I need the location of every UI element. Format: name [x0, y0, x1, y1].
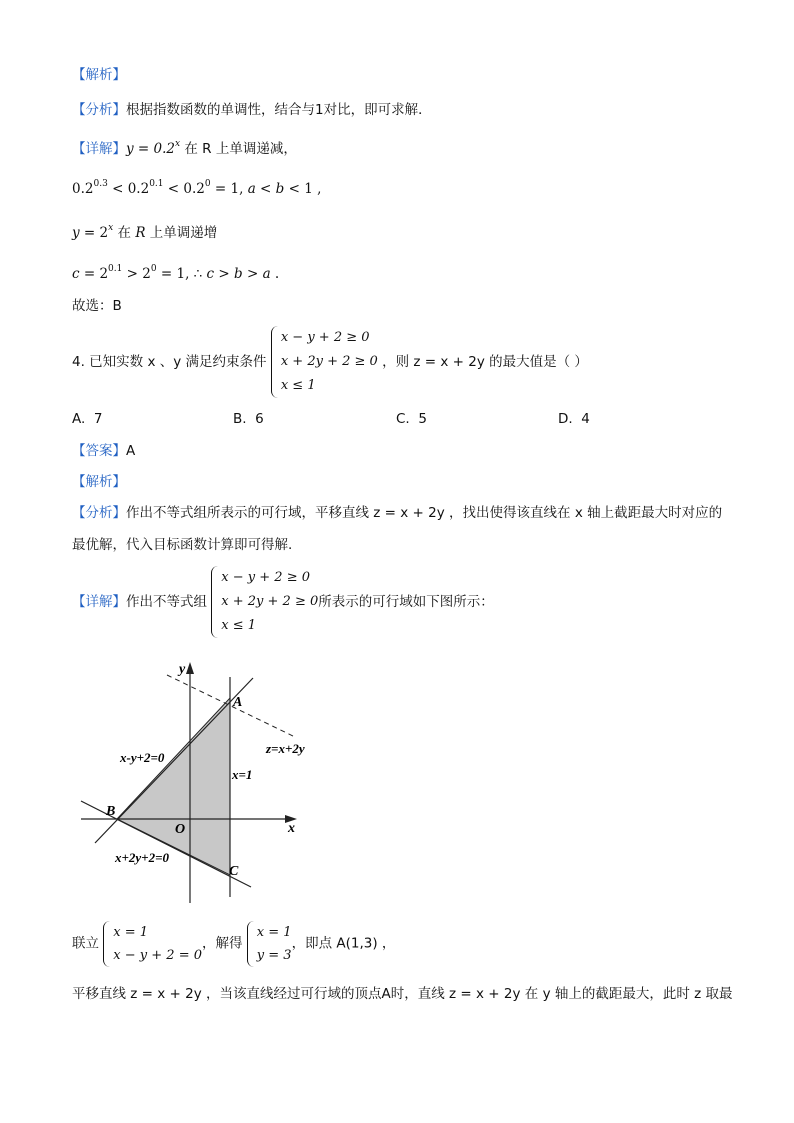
jiede-eq-2: y = 3: [256, 948, 292, 963]
brace: [271, 326, 280, 398]
label-c: C: [229, 864, 239, 879]
option-b: B. 6: [233, 411, 264, 427]
label-b: B: [106, 804, 116, 819]
point-a-text: ，即点 A(1,3) ，: [291, 935, 396, 952]
xiangjie-line-2: [72, 566, 494, 638]
lianli-eq-2: x − y + 2 = 0: [113, 948, 202, 963]
formula-exp: x: [175, 139, 181, 149]
label-line2: x+2y+2=0: [115, 850, 169, 865]
fenxi-text: 根据指数函数的单调性，结合与1对比，即可求解．: [126, 102, 432, 118]
constraint-2: x + 2y + 2 ≥ 0: [280, 354, 378, 369]
feasible-region-figure: [75, 655, 315, 905]
lianli-line: [72, 921, 395, 967]
option-a: A. 7: [72, 411, 103, 427]
fenxi-line-1: [72, 100, 432, 120]
fenxi-tag-2: 【分析】: [72, 505, 126, 521]
brace: [211, 566, 220, 638]
label-a: A: [233, 695, 243, 710]
xiangjie-line-1: [72, 134, 297, 159]
label-x: x: [288, 821, 295, 836]
answer-tag: 【答案】: [72, 443, 126, 459]
constraint-3: x ≤ 1: [280, 378, 316, 393]
objective-line: [167, 675, 295, 737]
lianli-pre: 联立: [72, 935, 99, 952]
fenxi-line-3: 最优解，代入目标函数计算即可得解.: [72, 537, 293, 553]
xiangjie-tag: 【详解】: [72, 141, 126, 157]
jiede-text: ，解得: [202, 935, 243, 952]
fenxi-tag: 【分析】: [72, 102, 126, 118]
label-y: y: [179, 662, 186, 677]
q4-stem: [72, 326, 588, 398]
xiangjie-pre: 作出不等式组: [126, 594, 207, 610]
label-line1: x-y+2=0: [120, 750, 165, 765]
xiangjie-post: 所表示的可行域如下图所示：: [318, 594, 494, 610]
q4-constraint-system: [271, 326, 378, 398]
constraint-1: x − y + 2 ≥ 0: [280, 330, 370, 345]
option-c: C. 5: [396, 411, 427, 427]
option-d: D. 4: [558, 411, 590, 427]
y-2x-line: $y = 2^x$ 在 R 上单调递增: [72, 223, 218, 241]
xiangjie-system: [211, 566, 318, 638]
q4-ask: ，则 z = x + 2y 的最大值是（ ）: [382, 354, 588, 370]
q4-intro: 4. 已知实数 x 、y 满足约束条件: [72, 354, 267, 370]
xiangjie-tag-2: 【详解】: [72, 594, 126, 610]
constraint-2b: x + 2y + 2 ≥ 0: [221, 594, 319, 609]
last-line: 平移直线 z = x + 2y ，当该直线经过可行域的顶点A时，直线 z = x + 2y 在 y 轴上的截距最大，此时 z 取最: [72, 986, 733, 1002]
constraint-1b: x − y + 2 ≥ 0: [221, 570, 310, 585]
jiexi-heading-2: 【解析】: [72, 474, 126, 490]
label-objective: z=x+2y: [266, 741, 305, 756]
answer-value: A: [126, 443, 136, 459]
inequality-line: $0.2^{0.3} < 0.2^{0.1} < 0.2^0 = 1$, a < b < 1 ,: [72, 179, 322, 197]
fenxi-text-2a: 作出不等式组所表示的可行域，平移直线 z = x + 2y ，找出使得该直线在 x 轴上截距最大时对应的: [126, 505, 723, 521]
c-line: $c = 2^{0.1} > 2^0 = 1$, ∴ c > b > a .: [72, 264, 280, 282]
formula-y-02x: y = 0.2: [126, 141, 175, 157]
constraint-3b: x ≤ 1: [221, 618, 257, 633]
y-axis-arrow: [186, 662, 194, 674]
jiede-system: [247, 921, 292, 967]
brace: [247, 921, 256, 967]
answer-line: [72, 441, 135, 461]
jiede-eq-1: x = 1: [256, 925, 292, 940]
jiexi-heading: 【解析】: [72, 67, 126, 83]
lianli-system: [103, 921, 202, 967]
guxuan-line: 故选：B: [72, 298, 122, 314]
brace: [103, 921, 112, 967]
fenxi-line-2: [72, 503, 722, 523]
label-o: O: [175, 822, 186, 837]
label-line3: x=1: [232, 767, 253, 782]
xiangjie-text: 在 R 上单调递减，: [180, 141, 297, 157]
lianli-eq-1: x = 1: [113, 925, 149, 940]
